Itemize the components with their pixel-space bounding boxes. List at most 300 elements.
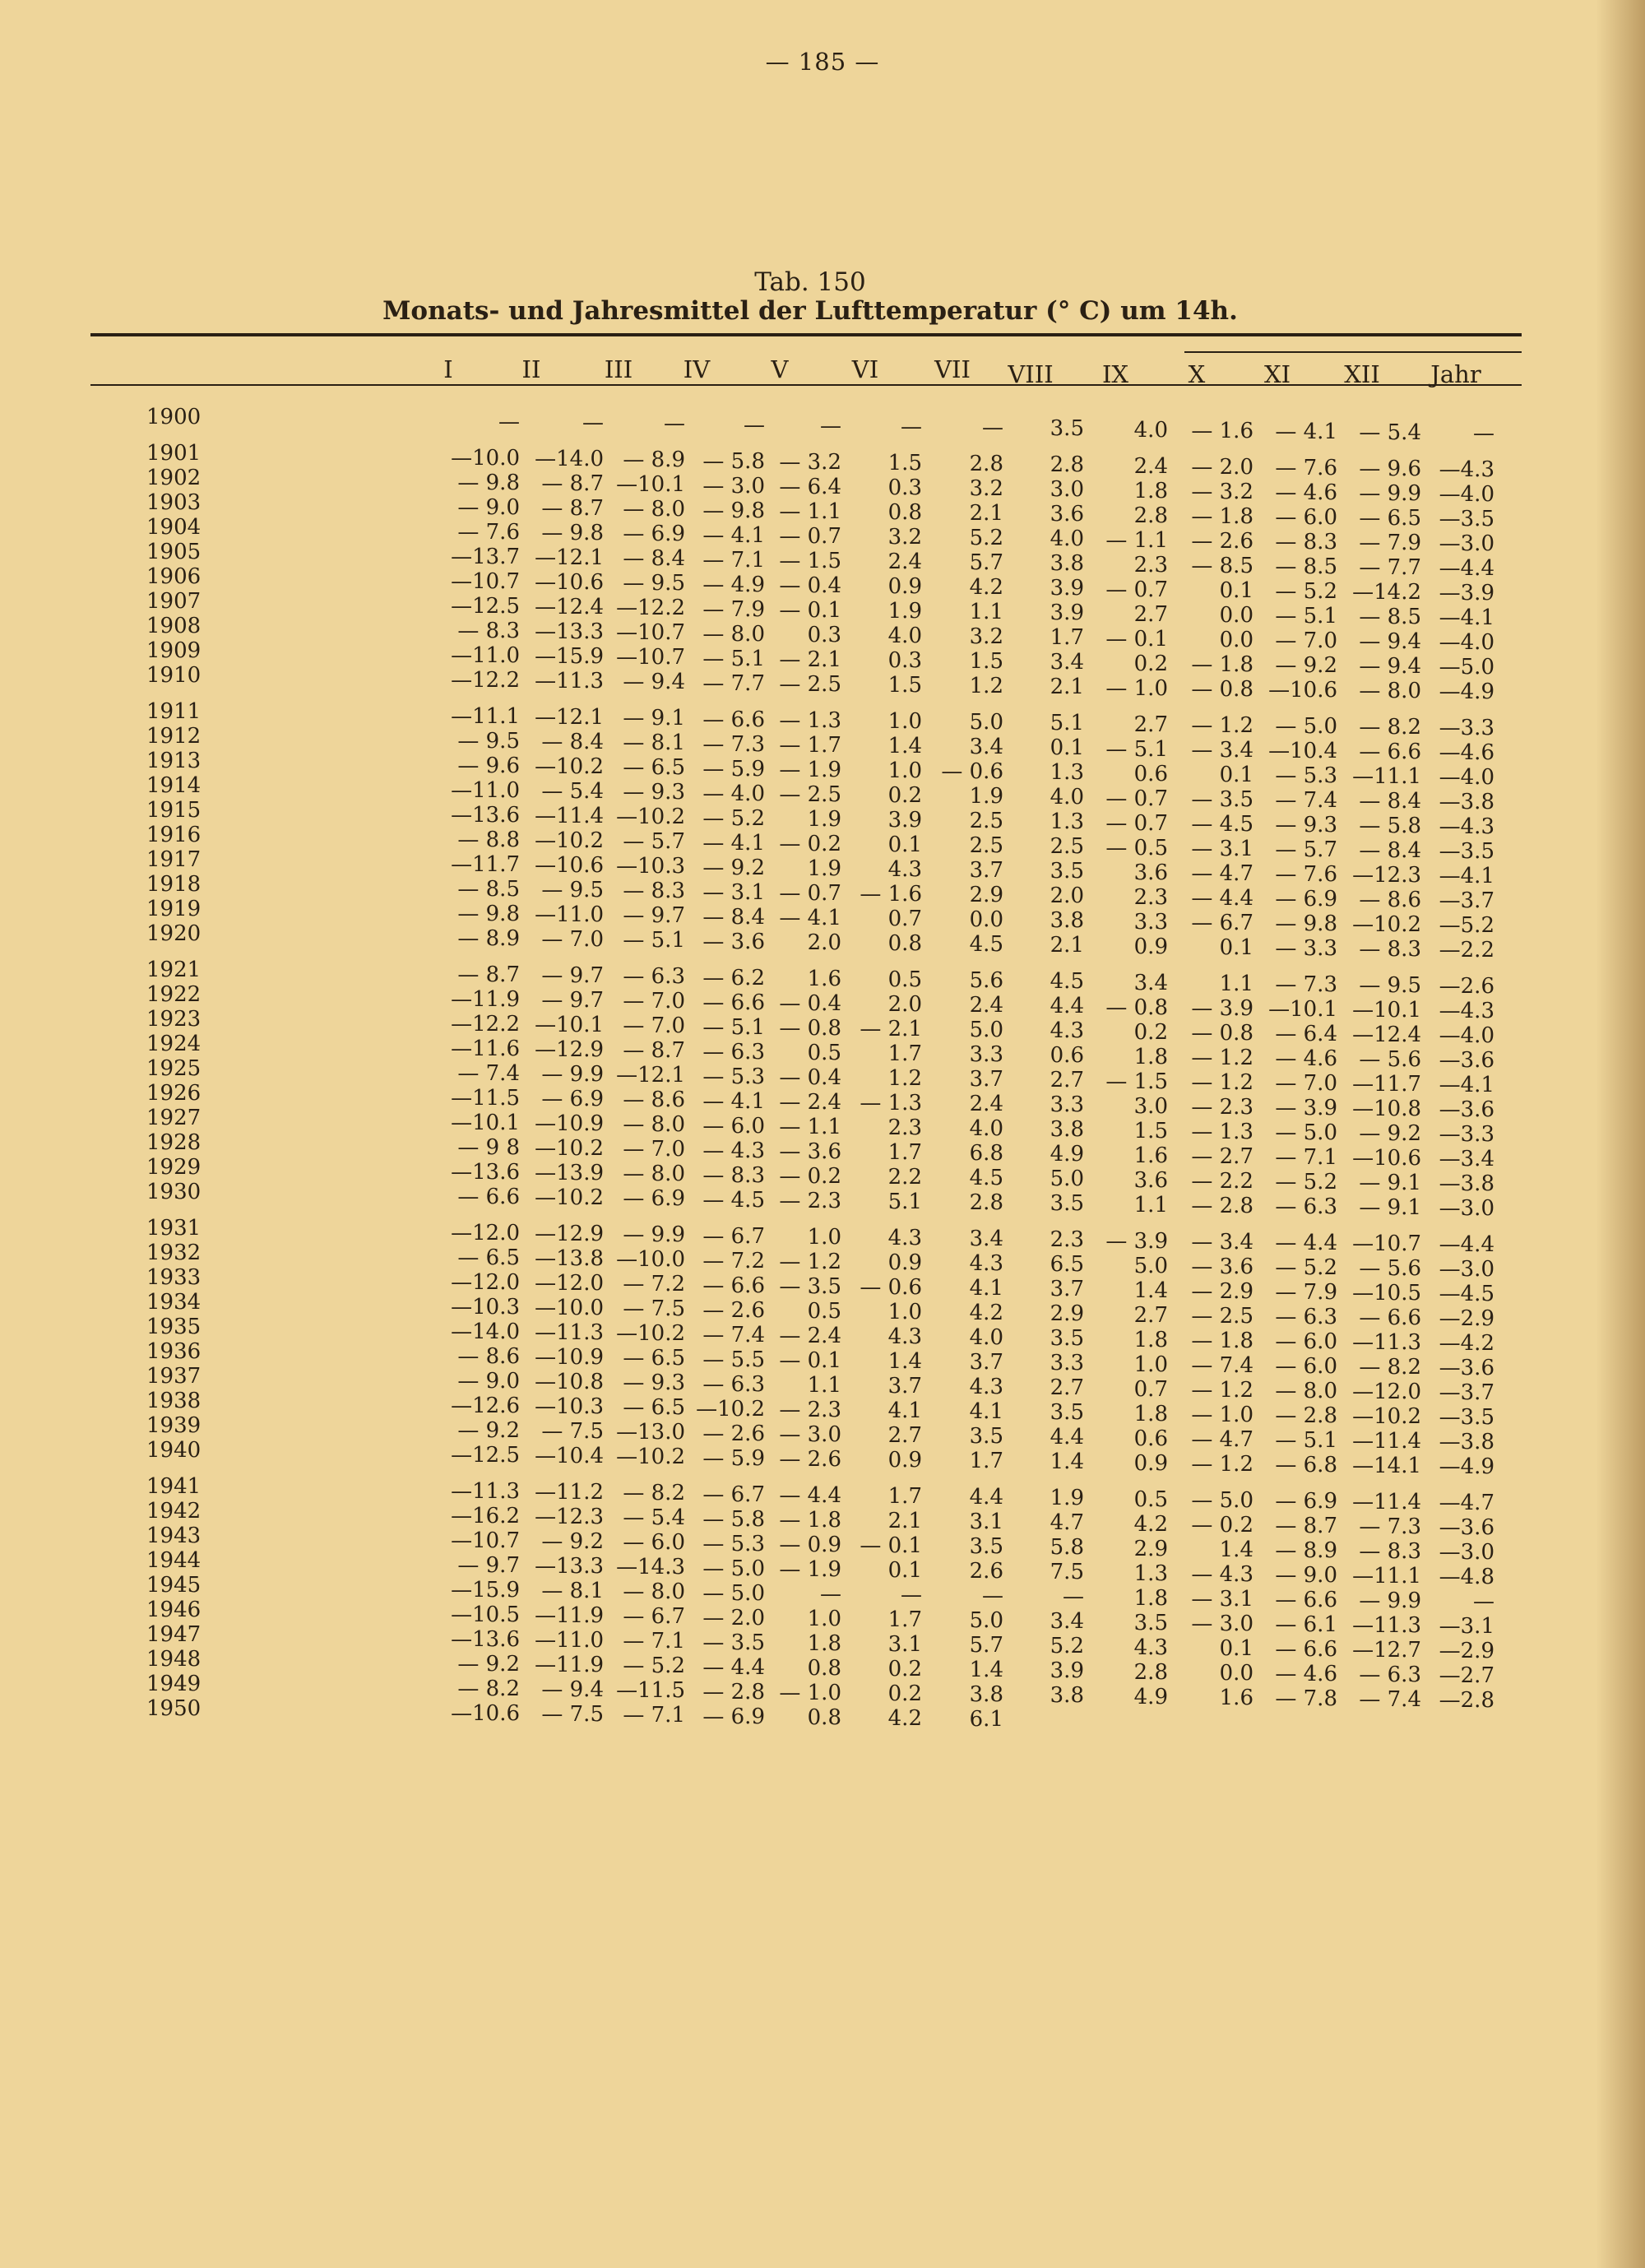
row-year-label: 1930 — [146, 1180, 202, 1204]
table-cell: — 6.6 — [702, 990, 765, 1015]
table-cell: — 7.7 — [702, 671, 765, 696]
table-cell: — 1.9 — [779, 1557, 841, 1582]
row-year-label: 1915 — [146, 798, 202, 823]
table-cell: —15.9 — [535, 644, 604, 669]
table-cell: — 5.1 — [702, 647, 765, 671]
table-cell: — 7.8 — [1275, 1686, 1337, 1711]
table-cell: —11.0 — [451, 643, 520, 668]
table-cell: 3.5 — [1050, 416, 1084, 441]
table-cell: — 6.0 — [1275, 1329, 1337, 1354]
table-cell: 1.8 — [1133, 479, 1168, 503]
table-cell: —11.3 — [451, 1479, 520, 1504]
table-cell: — 8.5 — [457, 877, 520, 902]
table-cell: 5.0 — [969, 1608, 1003, 1633]
table-cell: — 9.2 — [1275, 653, 1337, 678]
table-cell: — 2.3 — [779, 1398, 841, 1422]
table-cell: —10.2 — [535, 828, 604, 853]
table-cell: — 1.5 — [779, 549, 841, 573]
table-cell: —12.3 — [535, 1505, 604, 1529]
table-cell: — 2.3 — [779, 1189, 841, 1213]
table-cell: — 4.5 — [702, 1188, 765, 1213]
table-cell: 3.7 — [1050, 1277, 1084, 1301]
table-title: Monats- und Jahresmittel der Lufttemperatur (° C) um 14h. — [382, 296, 1238, 326]
table-top-rule — [90, 333, 1522, 336]
table-cell: 3.3 — [1050, 1092, 1084, 1117]
table-cell: —12.0 — [451, 1270, 520, 1295]
table-cell: 1.0 — [1133, 1352, 1168, 1377]
table-cell: 5.0 — [1050, 1166, 1084, 1191]
table-cell: 5.2 — [969, 526, 1003, 550]
table-cell: 6.5 — [1050, 1252, 1084, 1277]
table-cell: — 0.8 — [779, 1016, 841, 1041]
table-cell: — 4.7 — [1191, 861, 1253, 886]
table-cell: — 4.6 — [1275, 1046, 1337, 1071]
table-cell: — 7.0 — [623, 1013, 685, 1038]
table-cell: —11.0 — [535, 1628, 604, 1653]
table-cell: 2.4 — [1133, 454, 1168, 479]
table-cell: 1.4 — [887, 1349, 922, 1374]
table-cell: —4.3 — [1439, 457, 1494, 482]
table-cell: 1.8 — [1133, 1586, 1168, 1611]
table-cell: — 8.5 — [1359, 605, 1421, 629]
row-year-label: 1913 — [146, 749, 202, 773]
table-cell: — — [982, 1584, 1003, 1608]
table-cell: 0.9 — [1133, 935, 1168, 959]
table-cell: — 9.3 — [623, 780, 685, 805]
table-cell: — 6.9 — [1275, 887, 1337, 911]
table-cell: 1.0 — [807, 1225, 841, 1250]
table-cell: —12.7 — [1352, 1638, 1421, 1663]
table-cell: 1.1 — [807, 1373, 841, 1398]
table-cell: 0.5 — [807, 1299, 841, 1324]
table-cell: — 3.5 — [702, 1630, 765, 1655]
table-cell: —10.6 — [1352, 1146, 1421, 1171]
table-cell: — 4.9 — [702, 573, 765, 597]
table-cell: —11.4 — [1352, 1429, 1421, 1454]
table-cell: — 2.4 — [779, 1090, 841, 1115]
table-cell: — 5.4 — [623, 1505, 685, 1530]
row-year-label: 1905 — [146, 540, 202, 564]
table-cell: —10.7 — [451, 1528, 520, 1553]
table-cell: — 8.0 — [623, 1112, 685, 1137]
table-cell: — 1.1 — [779, 1115, 841, 1139]
table-cell: 4.2 — [969, 1301, 1003, 1325]
table-cell: 4.1 — [969, 1276, 1003, 1301]
row-year-label: 1949 — [146, 1672, 202, 1696]
table-cell: — 4.1 — [779, 906, 841, 930]
table-cell: — 1.5 — [1105, 1069, 1168, 1094]
table-cell: — 4.1 — [702, 1089, 765, 1114]
table-cell: —11.6 — [451, 1037, 520, 1061]
table-cell: —11.3 — [535, 1320, 604, 1345]
table-cell: — 5.1 — [1105, 737, 1168, 762]
row-year-label: 1935 — [146, 1315, 202, 1339]
row-year-label: 1946 — [146, 1598, 202, 1622]
table-cell: — 1.2 — [1191, 1452, 1253, 1477]
table-cell: — 9.7 — [623, 903, 685, 928]
table-cell: —11.3 — [1352, 1613, 1421, 1638]
row-year-label: 1929 — [146, 1155, 202, 1180]
table-cell: — 1.2 — [1191, 1070, 1253, 1095]
table-cell: — 2.6 — [702, 1422, 765, 1446]
table-cell: —10.9 — [535, 1345, 604, 1370]
table-cell: — 1.2 — [1191, 713, 1253, 738]
table-cell: 0.8 — [887, 931, 922, 956]
table-cell: 4.4 — [969, 1485, 1003, 1510]
table-cell: — 8.8 — [457, 828, 520, 852]
table-cell: 4.3 — [887, 1324, 922, 1349]
table-cell: 1.9 — [807, 856, 841, 881]
table-cell: — 2.1 — [860, 1017, 922, 1041]
table-cell: —13.6 — [451, 1627, 520, 1652]
table-cell: — 8.5 — [1275, 554, 1337, 579]
table-cell: —10.5 — [1352, 1281, 1421, 1306]
table-cell: —10.2 — [535, 1136, 604, 1161]
table-cell: — 2.6 — [1191, 529, 1253, 554]
table-cell: 3.5 — [969, 1424, 1003, 1449]
table-cell: — 7.2 — [702, 1249, 765, 1273]
table-cell: 5.8 — [1050, 1535, 1084, 1560]
table-cell: —10.9 — [535, 1111, 604, 1136]
table-cell: 5.0 — [1133, 1254, 1168, 1278]
table-cell: 7.5 — [1050, 1560, 1084, 1584]
row-year-label: 1907 — [146, 589, 202, 614]
table-cell: 4.7 — [1050, 1510, 1084, 1535]
table-cell: — 2.4 — [779, 1324, 841, 1348]
table-cell: — 4.4 — [1275, 1231, 1337, 1255]
table-cell: — 1.1 — [1105, 528, 1168, 553]
table-cell: — 7.4 — [457, 1061, 520, 1086]
table-cell: —3.0 — [1439, 1540, 1494, 1565]
table-cell: 1.7 — [969, 1449, 1003, 1473]
table-cell: — 4.3 — [702, 1139, 765, 1163]
table-cell: 3.4 — [1050, 650, 1084, 675]
table-cell: 6.8 — [969, 1141, 1003, 1166]
table-cell: — 6.9 — [623, 522, 685, 546]
table-cell: —12.5 — [451, 1443, 520, 1468]
table-cell: 0.2 — [1133, 1020, 1168, 1045]
row-year-label: 1902 — [146, 466, 202, 490]
table-cell: 0.0 — [969, 907, 1003, 932]
table-cell: 3.8 — [1050, 1117, 1084, 1142]
table-cell: — 8.7 — [541, 496, 604, 521]
table-cell: — 9.6 — [1359, 457, 1421, 481]
table-cell: — 3.3 — [1275, 936, 1337, 961]
table-cell: 0.1 — [1050, 735, 1084, 760]
table-cell: 2.7 — [887, 1423, 922, 1448]
table-cell: — 7.6 — [457, 520, 520, 545]
table-cell: —16.2 — [451, 1504, 520, 1528]
table-cell: 3.6 — [1133, 1168, 1168, 1193]
table-cell: — 5.8 — [702, 1507, 765, 1532]
row-year-label: 1925 — [146, 1056, 202, 1081]
table-cell: — 9.9 — [1359, 1589, 1421, 1613]
table-cell: — 6.5 — [623, 755, 685, 780]
table-cell: — 5.7 — [623, 829, 685, 854]
table-cell: —11.4 — [1352, 1490, 1421, 1514]
table-cell: — 9.2 — [457, 1418, 520, 1443]
table-cell: — 2.6 — [779, 1447, 841, 1472]
table-cell: 1.0 — [887, 758, 922, 783]
table-cell: — 6.6 — [702, 1273, 765, 1298]
table-cell: — 9.4 — [1359, 629, 1421, 654]
table-cell: — 7.4 — [1191, 1353, 1253, 1378]
table-cell: — 9.7 — [457, 1553, 520, 1578]
table-cell: —3.8 — [1439, 1171, 1494, 1196]
row-year-label: 1936 — [146, 1339, 202, 1364]
table-cell: — 8.5 — [1191, 554, 1253, 578]
table-cell: — 6.3 — [1275, 1194, 1337, 1219]
table-cell: — 0.6 — [860, 1275, 922, 1300]
table-cell: 0.6 — [1050, 1043, 1084, 1068]
table-cell: 2.1 — [1050, 675, 1084, 699]
table-cell: — 6.6 — [457, 1185, 520, 1209]
table-cell: —11.0 — [451, 778, 520, 803]
table-cell: — 0.7 — [779, 524, 841, 549]
table-cell: 0.1 — [1219, 578, 1253, 603]
table-cell: — 2.8 — [1275, 1403, 1337, 1428]
row-year-label: 1918 — [146, 872, 202, 897]
table-cell: 1.1 — [1133, 1193, 1168, 1217]
table-cell: — 7.4 — [1359, 1687, 1421, 1712]
table-cell: 0.0 — [1219, 628, 1253, 652]
table-cell: — 5.4 — [1359, 420, 1421, 445]
table-cell: —10.1 — [451, 1111, 520, 1135]
page-number: — 185 — — [765, 48, 880, 76]
table-cell: —12.2 — [451, 1012, 520, 1037]
row-year-label: 1909 — [146, 638, 202, 663]
table-cell: —10.1 — [535, 1013, 604, 1037]
column-header: VI — [851, 355, 879, 383]
row-year-label: 1934 — [146, 1290, 202, 1315]
table-cell: 2.4 — [887, 550, 922, 574]
table-cell: 2.9 — [969, 883, 1003, 907]
table-cell: —3.1 — [1439, 1614, 1494, 1639]
table-cell: 1.7 — [887, 1140, 922, 1165]
table-cell: —14.0 — [535, 447, 604, 471]
table-cell: — 8.4 — [623, 546, 685, 571]
table-cell: —3.6 — [1439, 1048, 1494, 1073]
table-cell: — 1.3 — [860, 1091, 922, 1115]
table-cell: —3.4 — [1439, 1147, 1494, 1171]
table-cell: 1.5 — [1133, 1119, 1168, 1143]
table-cell: — 4.3 — [1191, 1562, 1253, 1587]
table-cell: — 1.8 — [1191, 652, 1253, 677]
table-cell: —10.3 — [616, 854, 685, 879]
table-cell: 4.9 — [1133, 1685, 1168, 1709]
table-cell: — 8.0 — [1275, 1379, 1337, 1403]
table-cell: 2.0 — [1050, 884, 1084, 908]
table-cell: 0.5 — [807, 1041, 841, 1065]
row-year-label: 1940 — [146, 1438, 202, 1463]
table-cell: — 3.4 — [1191, 738, 1253, 763]
row-year-label: 1921 — [146, 958, 202, 982]
table-cell: 3.2 — [969, 476, 1003, 501]
table-cell: — 5.1 — [1275, 1428, 1337, 1453]
row-year-label: 1928 — [146, 1130, 202, 1155]
table-cell: —4.6 — [1439, 740, 1494, 765]
table-cell: — 8.0 — [623, 1579, 685, 1604]
table-cell: 0.6 — [1133, 1426, 1168, 1451]
table-cell: 3.5 — [969, 1534, 1003, 1559]
table-cell: —4.2 — [1439, 1331, 1494, 1356]
table-cell: 0.0 — [1219, 1661, 1253, 1686]
table-cell: 4.3 — [969, 1251, 1003, 1276]
table-cell: — 2.0 — [1191, 455, 1253, 480]
row-year-label: 1910 — [146, 663, 202, 688]
table-cell: 1.1 — [1219, 972, 1253, 996]
table-cell: —11.1 — [451, 704, 520, 729]
table-cell: —10.8 — [1352, 1097, 1421, 1121]
table-cell: — 9.2 — [702, 856, 765, 880]
row-year-label: 1900 — [146, 405, 202, 429]
table-cell: —4.3 — [1439, 814, 1494, 839]
table-cell: — 7.0 — [1275, 628, 1337, 653]
table-cell: — 6.9 — [1275, 1489, 1337, 1514]
table-cell: — 9.0 — [457, 1369, 520, 1394]
table-cell: 5.7 — [969, 1633, 1003, 1658]
table-cell: — — [498, 410, 520, 434]
table-cell: 3.9 — [1050, 601, 1084, 625]
table-cell: 2.3 — [1050, 1227, 1084, 1252]
table-cell: —3.6 — [1439, 1515, 1494, 1540]
row-year-label: 1903 — [146, 490, 202, 515]
table-cell: 1.6 — [807, 967, 841, 991]
table-cell: — — [1473, 1589, 1494, 1614]
table-cell: 1.7 — [887, 1607, 922, 1632]
table-cell: 5.1 — [1050, 711, 1084, 735]
row-year-label: 1945 — [146, 1573, 202, 1598]
table-cell: 3.8 — [1050, 551, 1084, 576]
table-cell: 0.5 — [1133, 1487, 1168, 1512]
table-cell: 3.5 — [1133, 1611, 1168, 1635]
row-year-label: 1943 — [146, 1524, 202, 1548]
table-cell: — 6.3 — [702, 1040, 765, 1064]
table-cell: — 8.4 — [541, 730, 604, 754]
table-cell: 3.5 — [1050, 1400, 1084, 1425]
table-cell: —11.1 — [1352, 1564, 1421, 1589]
table-cell: — 9.5 — [457, 729, 520, 754]
table-cell: 4.4 — [1050, 994, 1084, 1018]
table-cell: — 5.1 — [623, 928, 685, 953]
table-cell: — 1.2 — [779, 1250, 841, 1274]
column-header: II — [521, 355, 541, 383]
table-cell: 1.7 — [1050, 625, 1084, 650]
table-cell: — 8.9 — [1275, 1538, 1337, 1563]
table-cell: — 4.6 — [1275, 480, 1337, 505]
table-cell: —4.0 — [1439, 1023, 1494, 1048]
table-cell: — 2.5 — [1191, 1304, 1253, 1329]
table-cell: —13.3 — [535, 1554, 604, 1579]
table-cell: 3.6 — [1050, 502, 1084, 526]
table-cell: — 1.2 — [1191, 1378, 1253, 1403]
table-cell: 2.9 — [1133, 1537, 1168, 1561]
table-cell: — 3.9 — [1191, 996, 1253, 1021]
table-cell: — 2.1 — [779, 647, 841, 672]
table-cell: 1.2 — [969, 674, 1003, 698]
table-cell: — 0.5 — [1105, 836, 1168, 860]
table-cell: — 7.2 — [623, 1272, 685, 1296]
table-cell: — 5.2 — [1275, 1255, 1337, 1280]
table-cell: —4.9 — [1439, 1454, 1494, 1479]
table-cell: — — [1473, 421, 1494, 446]
table-cell: — 2.5 — [779, 782, 841, 807]
table-cell: —12.5 — [451, 594, 520, 619]
table-cell: —10.3 — [535, 1394, 604, 1419]
table-cell: — 3.5 — [1191, 787, 1253, 812]
table-cell: — 1.6 — [1191, 419, 1253, 443]
table-cell: 1.6 — [1133, 1143, 1168, 1168]
row-year-label: 1904 — [146, 515, 202, 540]
table-cell: 5.6 — [969, 968, 1003, 993]
table-cell: 3.7 — [887, 1374, 922, 1398]
table-cell: 3.7 — [969, 1350, 1003, 1375]
table-cell: 2.0 — [807, 930, 841, 955]
table-cell: —13.6 — [451, 803, 520, 828]
table-cell: — 6.1 — [1275, 1612, 1337, 1637]
table-cell: 1.0 — [887, 709, 922, 734]
table-cell: —11.3 — [1352, 1330, 1421, 1355]
table-cell: — 7.5 — [623, 1296, 685, 1321]
table-cell: — 7.4 — [702, 1323, 765, 1347]
table-cell: — 9.1 — [623, 706, 685, 730]
table-cell: 1.4 — [887, 734, 922, 758]
table-cell: — 7.0 — [623, 989, 685, 1013]
table-caption: Tab. 150 — [754, 267, 866, 297]
table-cell: — 9.5 — [541, 878, 604, 902]
table-cell: — 3.1 — [1191, 837, 1253, 861]
table-cell: —12.4 — [1352, 1023, 1421, 1047]
table-cell: —10.3 — [451, 1295, 520, 1320]
table-cell: — 1.8 — [1191, 1329, 1253, 1353]
table-cell: 0.8 — [807, 1705, 841, 1730]
table-cell: 4.2 — [887, 1706, 922, 1731]
table-cell: —4.3 — [1439, 999, 1494, 1023]
table-cell: — 0.8 — [1191, 1021, 1253, 1046]
table-cell: 1.8 — [807, 1631, 841, 1656]
table-cell: — 5.4 — [541, 779, 604, 804]
table-cell: 3.3 — [969, 1042, 1003, 1067]
table-cell: —14.3 — [616, 1555, 685, 1579]
table-cell: — 4.1 — [702, 523, 765, 548]
table-cell: — 7.1 — [702, 548, 765, 573]
table-cell: —10.2 — [1352, 912, 1421, 937]
table-cell: 4.2 — [1133, 1512, 1168, 1537]
table-cell: 1.0 — [887, 1300, 922, 1324]
table-cell: 4.3 — [969, 1375, 1003, 1399]
table-cell: —12.4 — [535, 595, 604, 619]
table-cell: —3.7 — [1439, 1380, 1494, 1405]
table-cell: —12.1 — [535, 545, 604, 570]
table-cell: 0.1 — [1219, 935, 1253, 960]
table-cell: — 9.3 — [1275, 813, 1337, 837]
table-cell: — 9.7 — [541, 988, 604, 1013]
table-cell: 0.5 — [887, 967, 922, 992]
table-cell: —10.7 — [1352, 1231, 1421, 1256]
column-header: VIII — [1008, 360, 1054, 388]
table-cell: — 3.6 — [702, 930, 765, 954]
table-cell: — 0.1 — [779, 1348, 841, 1373]
table-cell: — 9.4 — [1359, 654, 1421, 679]
table-cell: — 5.8 — [1359, 814, 1421, 838]
table-cell: —13.6 — [451, 1160, 520, 1185]
table-cell: — 8.3 — [1359, 1539, 1421, 1564]
table-cell: —4.5 — [1439, 1282, 1494, 1306]
table-cell: 1.4 — [1133, 1278, 1168, 1303]
table-cell: — 8.6 — [457, 1344, 520, 1369]
table-cell: 1.4 — [1219, 1538, 1253, 1562]
table-row — [0, 405, 1645, 446]
